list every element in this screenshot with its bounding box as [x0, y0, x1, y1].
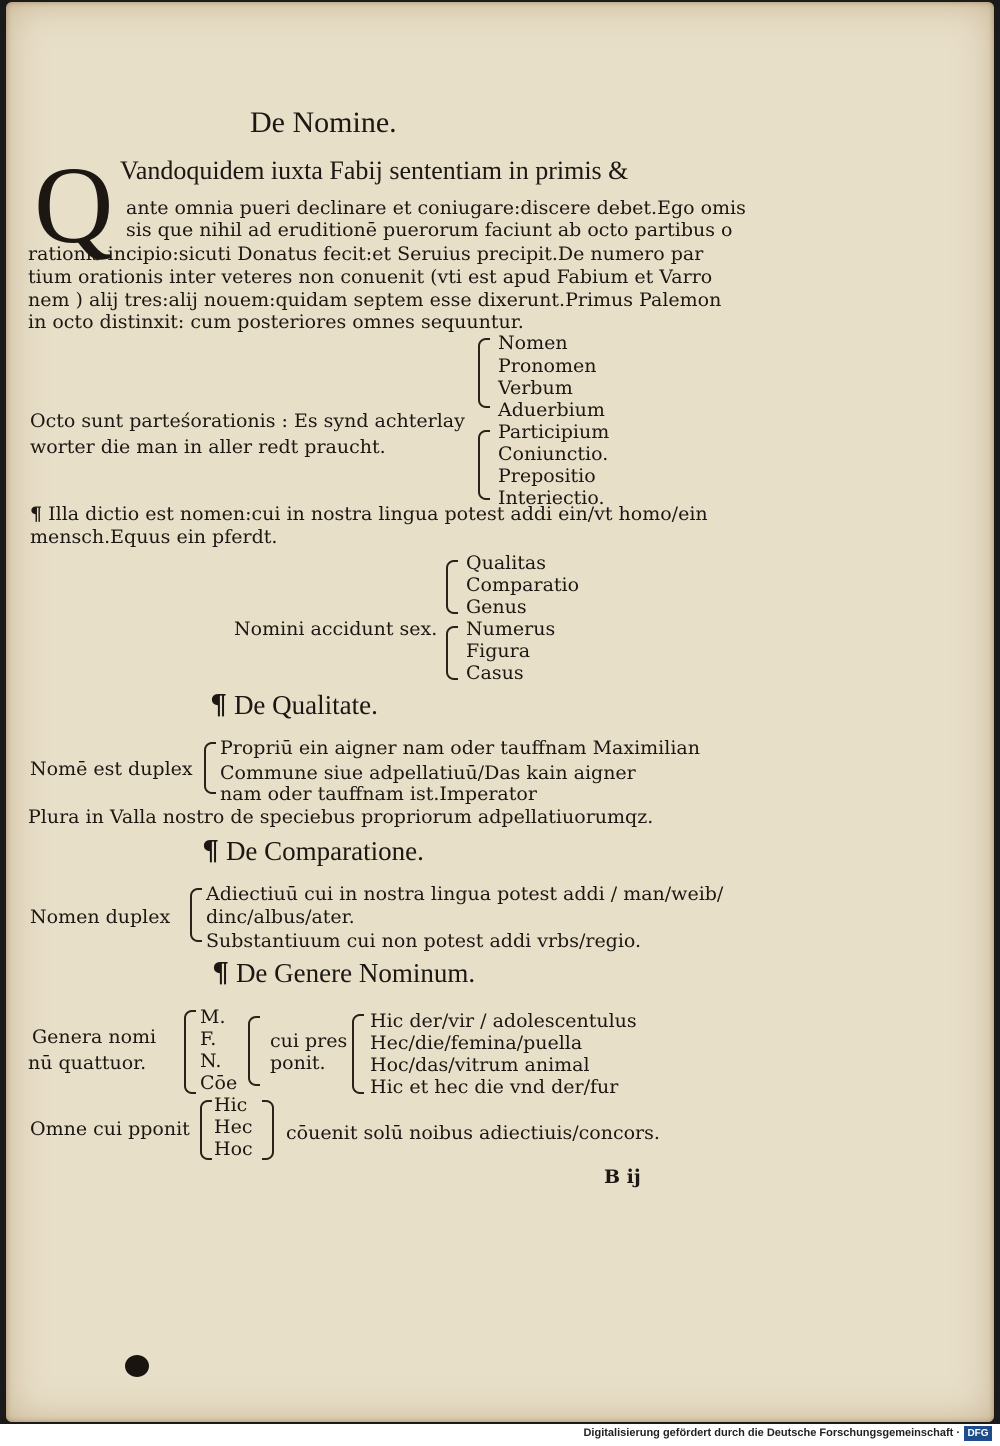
gender-item: N. [200, 1050, 222, 1072]
accidents-label: Nomini accidunt sex. [234, 618, 438, 640]
intro-line: sis que nihil ad eruditionē puerorum faciunt ab octo partibus o [126, 219, 733, 241]
brace-right [262, 1100, 274, 1160]
intro-line: rationis incipio:sicuti Donatus fecit:et Seruius precipit.De numero par [28, 243, 704, 265]
section-heading: ¶ De Genere Nominum. [212, 958, 476, 989]
qualitate-label: Nomē est duplex [30, 758, 193, 780]
page-title: De Nomine. [250, 106, 397, 139]
intro-line: tium orationis inter veteres non conuenit (vti est apud Fabium et Varro [28, 266, 713, 288]
section-heading: ¶ De Qualitate. [210, 690, 378, 721]
genere-label: Genera nomi [32, 1026, 157, 1048]
gender-item: M. [200, 1006, 226, 1028]
brace-upper [478, 338, 490, 408]
article-item: Hic et hec die vnd der/fur [370, 1076, 619, 1098]
genere-middle: ponit. [270, 1052, 326, 1074]
article-item: Hec/die/femina/puella [370, 1032, 583, 1054]
comparatione-item: Adiectiuū cui in nostra lingua potest addi / man/weib/ [206, 883, 724, 905]
dfg-logo: DFG [964, 1426, 992, 1441]
parts-label: worter die man in aller redt praucht. [30, 436, 386, 458]
brace [352, 1014, 364, 1094]
brace [190, 888, 202, 942]
qualitate-item: Commune siue adpellatiuū/Das kain aigner [220, 762, 636, 784]
comparatione-label: Nomen duplex [30, 906, 171, 928]
pilcrow-icon: ¶ [202, 836, 220, 867]
part-item: Prepositio [498, 465, 596, 487]
genere-middle: cui pres [270, 1030, 348, 1052]
part-item: Aduerbium [498, 399, 605, 421]
part-item: Participium [498, 421, 610, 443]
brace [184, 1010, 196, 1094]
omne-label: Omne cui pponit [30, 1118, 190, 1140]
pilcrow-icon: ¶ [210, 690, 228, 721]
intro-line: ante omnia pueri declinare et coniugare:discere debet.Ego omis [126, 197, 746, 219]
intro-line: nem ) alij tres:alij nouem:quidam septem esse dixerunt.Primus Palemon [28, 289, 722, 311]
section-heading: ¶ De Comparatione. [202, 836, 424, 867]
accident-item: Casus [466, 662, 524, 684]
qualitate-note: Plura in Valla nostro de speciebus propriorum adpellatiuorumqz. [28, 806, 654, 828]
accident-item: Genus [466, 596, 527, 618]
intro-line: in octo distinxit: cum posteriores omnes sequuntur. [28, 311, 524, 333]
ink-blot [125, 1355, 149, 1377]
comparatione-item: Substantiuum cui non potest addi vrbs/regio. [206, 930, 642, 952]
comparatione-item: dinc/albus/ater. [206, 906, 355, 928]
omne-item: Hec [214, 1116, 253, 1138]
brace-lower [446, 626, 458, 680]
brace [248, 1016, 260, 1086]
part-item: Verbum [498, 377, 573, 399]
part-item: Coniunctio. [498, 443, 609, 465]
part-item: Pronomen [498, 355, 597, 377]
brace-upper [446, 560, 458, 614]
accident-item: Numerus [466, 618, 556, 640]
omne-item: Hoc [214, 1138, 253, 1160]
gender-item: F. [200, 1028, 217, 1050]
parts-label: Octo sunt parteśorationis : Es synd achterlay [30, 410, 465, 432]
genere-label: nū quattuor. [28, 1052, 147, 1074]
accident-item: Qualitas [466, 552, 547, 574]
brace [204, 742, 216, 794]
accident-item: Comparatio [466, 574, 580, 596]
omne-text: cōuenit solū noibus adiectiuis/concors. [286, 1122, 660, 1144]
brace-lower [478, 430, 490, 500]
definition-line: mensch.Equus ein pferdt. [30, 526, 278, 548]
signature-mark: B ij [604, 1166, 641, 1188]
article-item: Hic der/vir / adolescentulus [370, 1010, 637, 1032]
qualitate-item: nam oder tauffnam ist.Imperator [220, 783, 537, 805]
accident-item: Figura [466, 640, 531, 662]
decorated-initial: Q [34, 144, 114, 266]
brace [200, 1100, 212, 1160]
gender-item: Cōe [200, 1072, 238, 1094]
definition-line: ¶ Illa dictio est nomen:cui in nostra lingua potest addi ein/vt homo/ein [30, 503, 708, 525]
footer-credit: Digitalisierung gefördert durch die Deutsche Forschungsgemeinschaft · [583, 1427, 960, 1439]
pilcrow-icon: ¶ [30, 503, 43, 525]
pilcrow-icon: ¶ [212, 958, 230, 989]
part-item: Nomen [498, 332, 568, 354]
intro-first-line: Vandoquidem iuxta Fabij sententiam in primis & [120, 156, 629, 185]
part-item: Interiectio. [498, 487, 605, 509]
omne-item: Hic [214, 1094, 248, 1116]
article-item: Hoc/das/vitrum animal [370, 1054, 590, 1076]
qualitate-item: Propriū ein aigner nam oder tauffnam Maximilian [220, 737, 700, 759]
